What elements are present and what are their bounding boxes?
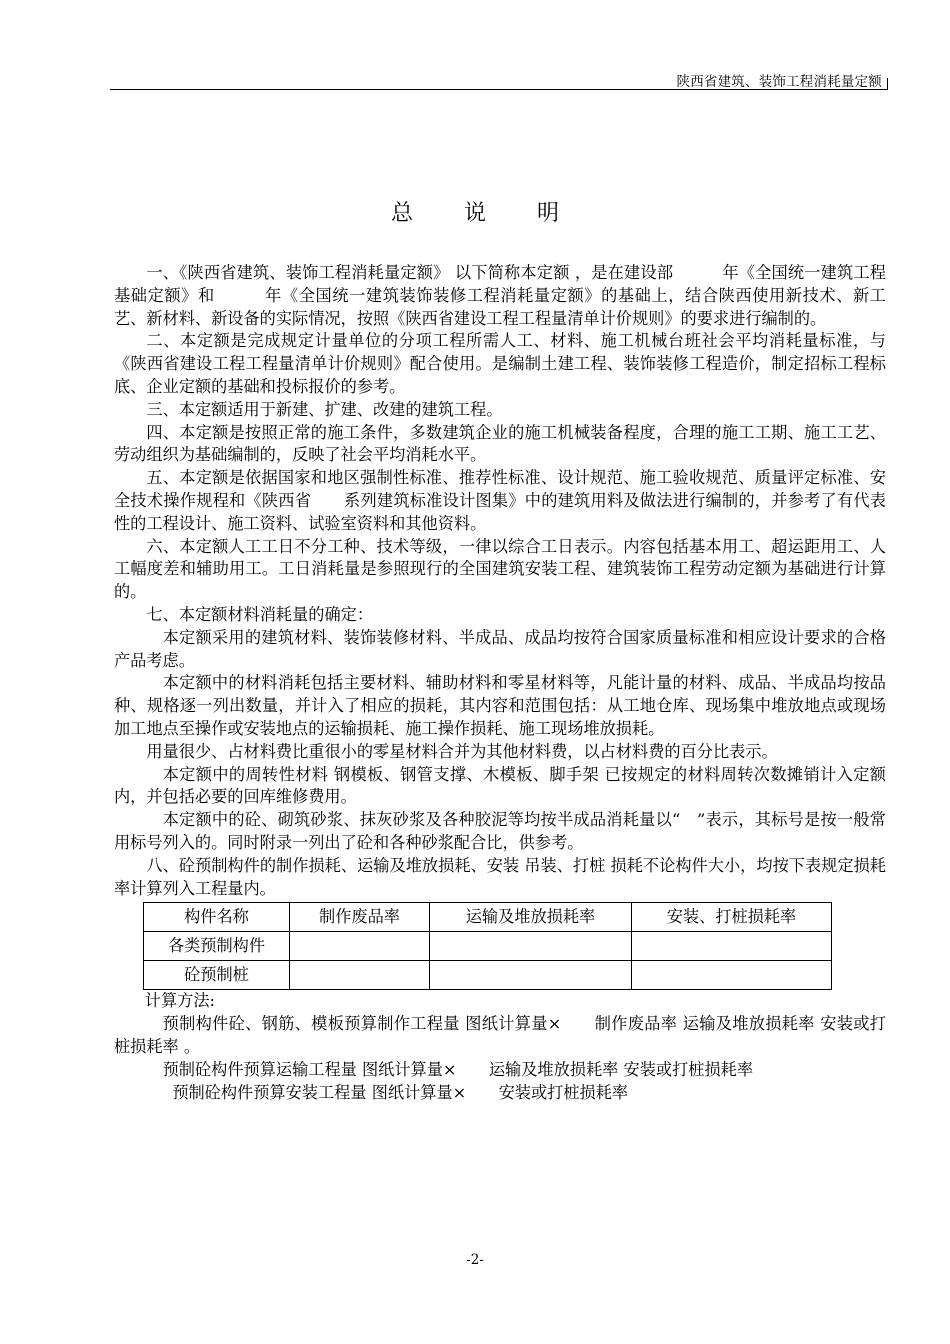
- paragraph-7a: 本定额采用的建筑材料、装饰装修材料、半成品、成品均按符合国家质量标准和相应设计要求的合格产品考虑。: [114, 627, 886, 670]
- table-cell: [430, 932, 632, 961]
- document-title: 总 说 明: [391, 201, 581, 226]
- paragraph-7b: 本定额中的材料消耗包括主要材料、辅助材料和零星材料等，凡能计量的材料、成品、半成品均按品种、规格逐一列出数量，并计入了相应的损耗，其内容和范围包括：从工地仓库、现场集中堆放地点或现场加工地点至操作或安装地点的运输损耗、施工操作损耗、施工现场堆放损耗。: [114, 673, 886, 738]
- paragraph-4: 四、本定额是按照正常的施工条件，多数建筑企业的施工机械装备程度，合理的施工工期、施工工艺、劳动组织为基础编制的，反映了社会平均消耗水平。: [114, 422, 886, 465]
- table-header-cell: 制作废品率: [290, 903, 430, 932]
- calc-line-2: 预制砼构件预算运输工程量 图纸计算量× 运输及堆放损耗率 安装或打桩损耗率: [162, 1059, 754, 1079]
- table-header-cell: 运输及堆放损耗率: [430, 903, 632, 932]
- calc-line-1: 预制构件砼、钢筋、模板预算制作工程量 图纸计算量× 制作废品率 运输及堆放损耗率 安装或打桩损耗率 。: [114, 1014, 886, 1056]
- calc-method-label: 计算方法:: [144, 991, 215, 1011]
- paragraph-7d: 本定额中的周转性材料 钢模板、钢管支撑、木模板、脚手架 已按规定的材料周转次数摊销计入定额内，并包括必要的回库维修费用。: [114, 764, 886, 807]
- header-rule: [110, 89, 888, 90]
- header-tick: [887, 78, 888, 89]
- page-header-title: 陕西省建筑、装饰工程消耗量定额: [676, 74, 882, 90]
- page-number: -2-: [466, 1252, 484, 1268]
- paragraph-7e: 本定额中的砼、砌筑砂浆、抹灰砂浆及各种胶泥等均按半成品消耗量以“ ”表示，其标号是按一般常用标号列入的。同时附录一列出了砼和各种砂浆配合比，供参考。: [114, 810, 886, 852]
- table-cell: [290, 961, 430, 990]
- table-header-cell: 构件名称: [144, 903, 290, 932]
- loss-rate-table: [143, 902, 832, 990]
- paragraph-5: 五、本定额是依据国家和地区强制性标准、推荐性标准、设计规范、施工验收规范、质量评定标准、安全技术操作规程和《陕西省 系列建筑标准设计图集》中的建筑用料及做法进行编制的，并参考了有代表性的工程设计、施工资料、试验室资料和其他资料。: [114, 468, 886, 533]
- table-header-row: [144, 903, 832, 932]
- table-header-cell: 安装、打桩损耗率: [632, 903, 832, 932]
- table-cell: 各类预制构件: [144, 932, 290, 961]
- paragraph-2: 二、本定额是完成规定计量单位的分项工程所需人工、材料、施工机械台班社会平均消耗量标准，与《陕西省建设工程工程量清单计价规则》配合使用。是编制土建工程、装饰装修工程造价，制定招标工程标底、企业定额的基础和投标报价的参考。: [114, 331, 886, 396]
- paragraph-7: 七、本定额材料消耗量的确定：: [146, 604, 374, 624]
- calc-line-3: 预制砼构件预算安装工程量 图纸计算量× 安装或打桩损耗率: [172, 1082, 629, 1102]
- table-cell: 砼预制桩: [144, 961, 290, 990]
- paragraph-7c: 用量很少、占材料费比重很小的零星材料合并为其他材料费，以占材料费的百分比表示。: [146, 741, 778, 761]
- paragraph-8: 八、砼预制构件的制作损耗、运输及堆放损耗、安装 吊装、打桩 损耗不论构件大小，均按下表规定损耗率计算列入工程量内。: [114, 855, 886, 898]
- table-cell: [430, 961, 632, 990]
- paragraph-3: 三、本定额适用于新建、扩建、改建的建筑工程。: [146, 399, 503, 419]
- table-cell: [632, 961, 832, 990]
- paragraph-6: 六、本定额人工工日不分工种、技术等级，一律以综合工日表示。内容包括基本用工、超运距用工、人工幅度差和辅助用工。工日消耗量是参照现行的全国建筑安装工程、建筑装饰工程劳动定额为基础进行计算的。: [114, 536, 886, 602]
- table-cell: [632, 932, 832, 961]
- paragraph-1: 一、《陕西省建筑、装饰工程消耗量定额》 以下简称本定额 ，是在建设部 年《全国统一建筑工程基础定额》和 年《全国统一建筑装饰装修工程消耗量定额》的基础上，结合陕西使用新技术、新工艺、新材料、新设备的实际情况，按照《陕西省建设工程工程量清单计价规则》的要求进行编制的。: [114, 263, 886, 328]
- document-body: [114, 262, 886, 1104]
- table-row: [144, 932, 832, 961]
- table-cell: [290, 932, 430, 961]
- table-row: [144, 961, 832, 990]
